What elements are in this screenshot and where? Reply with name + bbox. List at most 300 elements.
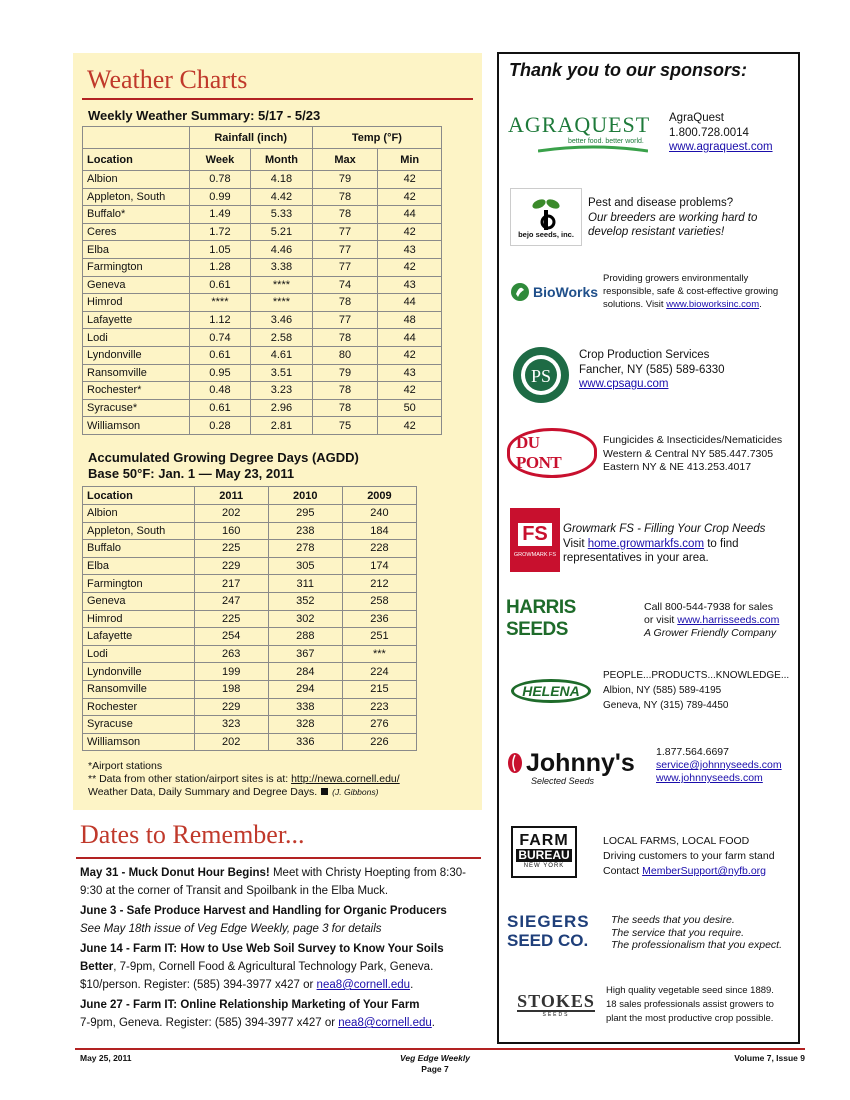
agdd-table-row	[83, 540, 417, 558]
value-cell: 3.38	[251, 258, 313, 276]
stokes-line1: High quality vegetable seed since 1889.	[606, 985, 774, 996]
data-source-note	[88, 773, 400, 786]
agdd-col-2009: 2009	[342, 487, 416, 505]
value-cell: 247	[194, 592, 268, 610]
sponsor-dupont	[499, 432, 798, 480]
value-cell: 236	[342, 610, 416, 628]
weekly-table-row	[83, 241, 442, 259]
location-cell: Himrod	[83, 610, 195, 628]
event-heading: June 14 - Farm IT: How to Use Web Soil Survey to Know Your Soils Better	[80, 943, 444, 973]
value-cell: 202	[194, 733, 268, 751]
blank-header	[83, 127, 190, 149]
agdd-table-row	[83, 663, 417, 681]
value-cell: 229	[194, 557, 268, 575]
agdd-table-row	[83, 716, 417, 734]
value-cell: 42	[378, 417, 442, 435]
agraquest-text	[669, 111, 773, 155]
farm-bureau-logo	[511, 826, 577, 878]
value-cell: 284	[268, 663, 342, 681]
event-tail: .	[410, 979, 414, 991]
cps-link[interactable]: www.cpsagu.com	[579, 378, 669, 390]
value-cell: 0.99	[189, 188, 251, 206]
value-cell: 77	[312, 311, 378, 329]
rainfall-group-header: Rainfall (inch)	[189, 127, 312, 149]
value-cell: 4.18	[251, 171, 313, 189]
value-cell: 80	[312, 346, 378, 364]
bejo-logo-text: bejo seeds, inc.	[518, 229, 574, 239]
temp-group-header: Temp (°F)	[312, 127, 441, 149]
sponsor-harris	[499, 599, 798, 645]
value-cell: 0.74	[189, 329, 251, 347]
helena-line2: Albion, NY (585) 589-4195	[603, 685, 722, 696]
weekly-table-row	[83, 258, 442, 276]
value-cell: ****	[251, 276, 313, 294]
location-cell: Ceres	[83, 223, 190, 241]
value-cell: 0.48	[189, 382, 251, 400]
value-cell: 1.05	[189, 241, 251, 259]
growmark-line2b: to find	[704, 537, 739, 550]
location-cell: Williamson	[83, 733, 195, 751]
location-cell: Lyndonville	[83, 346, 190, 364]
farm-bureau-email-link[interactable]: MemberSupport@nyfb.org	[642, 865, 766, 877]
agdd-title-line2: Base 50°F: Jan. 1 — May 23, 2011	[88, 466, 295, 481]
sponsor-stokes	[499, 982, 798, 1030]
siegers-text	[611, 914, 782, 952]
value-cell: 238	[268, 522, 342, 540]
value-cell: 295	[268, 505, 342, 523]
value-cell: 77	[312, 241, 378, 259]
value-cell: 217	[194, 575, 268, 593]
siegers-line1: The seeds that you desire.	[611, 914, 735, 926]
weekly-table-row	[83, 382, 442, 400]
weekly-table-row	[83, 399, 442, 417]
col-location: Location	[83, 149, 190, 171]
value-cell: 224	[342, 663, 416, 681]
siegers-line3: The professionalism that you expect.	[611, 939, 783, 951]
col-week: Week	[189, 149, 251, 171]
sponsor-bioworks	[499, 270, 798, 316]
location-cell: Farmington	[83, 575, 195, 593]
johnnys-text	[656, 746, 782, 785]
growmark-line2: Visit	[563, 537, 588, 550]
value-cell: 0.78	[189, 171, 251, 189]
dates-title: Dates to Remember...	[80, 820, 305, 849]
siegers-logo-line1: SIEGERS	[507, 912, 590, 931]
value-cell: 240	[342, 505, 416, 523]
value-cell: 2.81	[251, 417, 313, 435]
value-cell: 0.61	[189, 346, 251, 364]
location-cell: Williamson	[83, 417, 190, 435]
value-cell: 42	[378, 171, 442, 189]
siegers-logo-line2: SEED CO.	[507, 931, 589, 950]
value-cell: 4.42	[251, 188, 313, 206]
value-cell: 276	[342, 716, 416, 734]
weekly-table-row	[83, 311, 442, 329]
value-cell: 43	[378, 276, 442, 294]
footer-date: May 25, 2011	[80, 1053, 132, 1063]
bioworks-line3: solutions. Visit	[603, 299, 667, 310]
footer-page: Page 7	[421, 1064, 449, 1074]
helena-logo-text: HELENA	[511, 679, 591, 703]
location-cell: Himrod	[83, 294, 190, 312]
sponsor-siegers	[499, 906, 798, 958]
summary-note	[88, 786, 400, 799]
value-cell: 78	[312, 206, 378, 224]
value-cell: 4.61	[251, 346, 313, 364]
helena-text	[603, 668, 789, 713]
sponsors-box	[497, 52, 800, 1044]
harris-logo	[506, 597, 640, 640]
bejo-line2: Our breeders are working hard to	[588, 211, 758, 224]
newa-link[interactable]: http://newa.cornell.edu/	[291, 773, 400, 785]
value-cell: 323	[194, 716, 268, 734]
event-body: 7-9pm, Geneva. Register: (585) 394-3977 x427 or	[80, 1017, 339, 1029]
value-cell: 44	[378, 294, 442, 312]
value-cell: 0.61	[189, 399, 251, 417]
agdd-table-row	[83, 592, 417, 610]
location-cell: Buffalo*	[83, 206, 190, 224]
value-cell: 50	[378, 399, 442, 417]
location-cell: Geneva	[83, 276, 190, 294]
sponsor-farm-bureau	[499, 824, 798, 884]
value-cell: 228	[342, 540, 416, 558]
value-cell: 4.46	[251, 241, 313, 259]
value-cell: 202	[194, 505, 268, 523]
value-cell: 251	[342, 628, 416, 646]
agraquest-logo-text: AGRAQUEST	[508, 112, 651, 137]
value-cell: 42	[378, 188, 442, 206]
farm-bureau-logo-line2: BUREAU	[518, 848, 570, 862]
weekly-table-row	[83, 294, 442, 312]
location-cell: Ransomville	[83, 680, 195, 698]
value-cell: 42	[378, 346, 442, 364]
siegers-logo	[507, 908, 607, 954]
value-cell: 305	[268, 557, 342, 575]
johnnys-phone: 1.877.564.6697	[656, 746, 729, 758]
event-body: Meet with Christy Hoepting from 8:30-9:30 at the corner of Transit and Spoilbank in the Elba Muck.	[80, 867, 466, 897]
value-cell: 328	[268, 716, 342, 734]
value-cell: ****	[251, 294, 313, 312]
agdd-col-2011: 2011	[194, 487, 268, 505]
location-cell: Syracuse	[83, 716, 195, 734]
growmark-link[interactable]: home.growmarkfs.com	[587, 537, 705, 550]
weekly-table-row	[83, 346, 442, 364]
data-source-text: ** Data from other station/airport sites is at:	[88, 773, 289, 785]
value-cell: 78	[312, 399, 378, 417]
event-heading: June 27 - Farm IT: Online Relationship Marketing of Your Farm	[80, 999, 420, 1011]
value-cell: 77	[312, 258, 378, 276]
dupont-text	[603, 434, 782, 475]
weekly-table-row	[83, 188, 442, 206]
agdd-table-row	[83, 628, 417, 646]
bejo-text	[588, 196, 757, 240]
agraquest-tagline: better food. better world.	[568, 138, 644, 145]
harris-logo-text: HARRIS SEEDS	[506, 597, 576, 640]
bejo-logo	[510, 188, 582, 246]
footer-center	[380, 1053, 490, 1075]
value-cell: 278	[268, 540, 342, 558]
value-cell: 184	[342, 522, 416, 540]
cps-line2: Fancher, NY (585) 589-6330	[579, 363, 725, 376]
farm-bureau-line2: Driving customers to your farm stand	[603, 850, 775, 862]
location-cell: Lafayette	[83, 311, 190, 329]
value-cell: 223	[342, 698, 416, 716]
weekly-table-row	[83, 276, 442, 294]
agraquest-logo	[508, 112, 658, 154]
growmark-line1: Growmark FS - Filling Your Crop Needs	[563, 523, 766, 535]
johnnys-email-link[interactable]: service@johnnyseeds.com	[656, 759, 782, 771]
harris-line3: A Grower Friendly Company	[644, 627, 777, 639]
value-cell: 338	[268, 698, 342, 716]
value-cell: 5.33	[251, 206, 313, 224]
stokes-text	[606, 984, 774, 1026]
event-tail: .	[431, 1017, 435, 1029]
weekly-table-row	[83, 364, 442, 382]
bioworks-leaf-icon	[510, 282, 530, 302]
value-cell: 225	[194, 610, 268, 628]
value-cell: 79	[312, 171, 378, 189]
agdd-table-row	[83, 680, 417, 698]
value-cell: 229	[194, 698, 268, 716]
farm-bureau-line3: Contact	[603, 865, 643, 877]
dupont-logo	[507, 434, 597, 472]
footer-divider	[75, 1048, 805, 1050]
value-cell: 254	[194, 628, 268, 646]
agraquest-swoosh-icon	[538, 145, 648, 154]
value-cell: 3.23	[251, 382, 313, 400]
value-cell: 42	[378, 258, 442, 276]
agdd-title	[88, 450, 359, 482]
value-cell: 77	[312, 223, 378, 241]
location-cell: Rochester*	[83, 382, 190, 400]
helena-logo	[508, 676, 594, 706]
value-cell: 215	[342, 680, 416, 698]
value-cell: 48	[378, 311, 442, 329]
stokes-logo-sub: SEEDS	[542, 1012, 570, 1018]
weekly-summary-title: Weekly Weather Summary: 5/17 - 5/23	[88, 108, 321, 123]
harris-line1: Call 800-544-7938 for sales	[644, 601, 773, 613]
dupont-line3: Eastern NY & NE 413.253.4017	[603, 461, 752, 473]
growmark-text	[563, 522, 765, 566]
weekly-table-row	[83, 329, 442, 347]
dupont-line2: Western & Central NY 585.447.7305	[603, 447, 774, 460]
footer-volume: Volume 7, Issue 9	[734, 1053, 805, 1063]
value-cell: 79	[312, 364, 378, 382]
helena-line3: Geneva, NY (315) 789-4450	[603, 700, 729, 711]
stokes-logo	[511, 990, 601, 1020]
agdd-table-row	[83, 610, 417, 628]
title-divider	[82, 98, 473, 100]
weather-charts-title: Weather Charts	[87, 65, 248, 94]
weather-notes	[88, 760, 400, 799]
cps-text	[579, 348, 725, 392]
agraquest-phone: 1.800.728.0014	[669, 126, 749, 139]
sponsor-johnnys	[499, 746, 798, 794]
value-cell: 1.28	[189, 258, 251, 276]
farm-bureau-text	[603, 834, 775, 879]
value-cell: 258	[342, 592, 416, 610]
value-cell: ***	[342, 645, 416, 663]
col-month: Month	[251, 149, 313, 171]
events-list	[80, 864, 480, 1034]
value-cell: 302	[268, 610, 342, 628]
cps-emblem-icon	[511, 344, 571, 406]
cps-logo	[511, 344, 571, 406]
value-cell: 225	[194, 540, 268, 558]
value-cell: 78	[312, 188, 378, 206]
email-link[interactable]: nea8@cornell.edu	[316, 979, 411, 991]
johnnys-seed-icon	[507, 752, 523, 774]
sponsor-agraquest	[499, 109, 798, 169]
growmark-logo-sub: GROWMARK FS	[513, 551, 557, 558]
event-item	[80, 996, 480, 1032]
value-cell: 212	[342, 575, 416, 593]
value-cell: 42	[378, 382, 442, 400]
weekly-weather-table	[82, 126, 442, 435]
agdd-col-2010: 2010	[268, 487, 342, 505]
value-cell: 199	[194, 663, 268, 681]
weekly-table-row	[83, 417, 442, 435]
sponsor-helena	[499, 668, 798, 720]
stokes-line2: 18 sales professionals assist growers to	[606, 999, 774, 1010]
agdd-table-row	[83, 575, 417, 593]
author-credit: (J. Gibbons)	[332, 787, 379, 797]
dates-divider	[76, 857, 481, 859]
growmark-logo-text: FS	[518, 523, 552, 546]
location-cell: Lafayette	[83, 628, 195, 646]
harris-line2: or visit	[644, 614, 678, 626]
agdd-table-row	[83, 557, 417, 575]
value-cell: 75	[312, 417, 378, 435]
bioworks-link[interactable]: www.bioworksinc.com	[666, 299, 760, 310]
weekly-table-row	[83, 206, 442, 224]
agraquest-name: AgraQuest	[669, 112, 724, 124]
agdd-table-row	[83, 733, 417, 751]
harris-text	[644, 601, 779, 640]
svg-text:PS: PS	[530, 366, 552, 386]
agdd-title-line1: Accumulated Growing Degree Days (AGDD)	[88, 450, 359, 465]
bioworks-logo-text: BioWorks	[532, 284, 599, 300]
value-cell: 3.46	[251, 311, 313, 329]
airport-note: *Airport stations	[88, 760, 163, 772]
farm-bureau-logo-line1: FARM	[519, 832, 569, 849]
helena-line1: PEOPLE...PRODUCTS...KNOWLEDGE...	[603, 670, 790, 681]
event-body: See May 18th issue of Veg Edge Weekly, page 3 for details	[80, 923, 382, 935]
stokes-logo-text: STOKES	[517, 991, 595, 1011]
location-cell: Geneva	[83, 592, 195, 610]
bejo-line1: Pest and disease problems?	[588, 197, 734, 209]
growmark-line3: representatives in your area.	[563, 552, 709, 564]
value-cell: 43	[378, 241, 442, 259]
growmark-logo	[510, 508, 560, 572]
cps-name: Crop Production Services	[579, 349, 710, 361]
agdd-table-row	[83, 505, 417, 523]
sponsor-cps	[499, 344, 798, 410]
bioworks-text	[603, 272, 778, 311]
event-item	[80, 940, 480, 994]
col-max: Max	[312, 149, 378, 171]
value-cell: 367	[268, 645, 342, 663]
value-cell: 0.28	[189, 417, 251, 435]
weather-panel	[73, 53, 482, 810]
sponsor-growmark	[499, 508, 798, 576]
value-cell: 174	[342, 557, 416, 575]
event-heading: May 31 - Muck Donut Hour Begins!	[80, 867, 270, 879]
location-cell: Lyndonville	[83, 663, 195, 681]
sponsors-heading: Thank you to our sponsors:	[509, 60, 748, 80]
bioworks-line1: Providing growers environmentally	[603, 273, 749, 284]
event-body: , 7-9pm, Cornell Food & Agricultural Technology Park, Geneva. $10/person. Register: (585) 394-3977 x427 or	[80, 961, 434, 991]
dupont-line1: Fungicides & Insecticides/Nematicides	[603, 434, 783, 446]
value-cell: 336	[268, 733, 342, 751]
value-cell: 198	[194, 680, 268, 698]
value-cell: 44	[378, 206, 442, 224]
bejo-line3: develop resistant varieties!	[588, 226, 725, 238]
agdd-table-body	[83, 505, 417, 751]
location-cell: Elba	[83, 557, 195, 575]
location-cell: Albion	[83, 171, 190, 189]
value-cell: 1.49	[189, 206, 251, 224]
end-square-icon	[321, 788, 328, 795]
agdd-table-row	[83, 522, 417, 540]
agdd-table	[82, 486, 417, 751]
email-link[interactable]: nea8@cornell.edu	[338, 1017, 432, 1029]
value-cell: 2.58	[251, 329, 313, 347]
value-cell: 263	[194, 645, 268, 663]
johnnys-link[interactable]: www.johnnyseeds.com	[656, 772, 763, 784]
value-cell: 0.95	[189, 364, 251, 382]
value-cell: 42	[378, 223, 442, 241]
agdd-col-location: Location	[83, 487, 195, 505]
value-cell: 74	[312, 276, 378, 294]
location-cell: Lodi	[83, 329, 190, 347]
value-cell: 3.51	[251, 364, 313, 382]
johnnys-logo-text: Johnny's	[526, 749, 635, 777]
value-cell: 2.96	[251, 399, 313, 417]
weekly-table-body	[83, 171, 442, 435]
bejo-sprout-icon	[531, 196, 561, 230]
value-cell: 288	[268, 628, 342, 646]
location-cell: Albion	[83, 505, 195, 523]
weekly-table-row	[83, 171, 442, 189]
value-cell: 160	[194, 522, 268, 540]
stokes-line3: plant the most productive crop possible.	[606, 1013, 774, 1024]
dupont-logo-text: DU PONT	[507, 428, 597, 478]
agdd-table-row	[83, 645, 417, 663]
summary-text: Weather Data, Daily Summary and Degree Days.	[88, 786, 318, 798]
location-cell: Appleton, South	[83, 188, 190, 206]
value-cell: 78	[312, 329, 378, 347]
value-cell: ****	[189, 294, 251, 312]
location-cell: Elba	[83, 241, 190, 259]
col-min: Min	[378, 149, 442, 171]
location-cell: Rochester	[83, 698, 195, 716]
value-cell: 44	[378, 329, 442, 347]
bioworks-line2: responsible, safe & cost-effective growing	[603, 286, 779, 297]
harris-link[interactable]: www.harrisseeds.com	[677, 614, 780, 626]
agraquest-link[interactable]: www.agraquest.com	[669, 141, 773, 153]
value-cell: 311	[268, 575, 342, 593]
value-cell: 78	[312, 294, 378, 312]
johnnys-logo	[507, 748, 647, 788]
location-cell: Appleton, South	[83, 522, 195, 540]
footer-publication: Veg Edge Weekly	[400, 1053, 470, 1063]
value-cell: 294	[268, 680, 342, 698]
value-cell: 78	[312, 382, 378, 400]
agdd-table-row	[83, 698, 417, 716]
value-cell: 0.61	[189, 276, 251, 294]
farm-bureau-logo-line3: NEW YORK	[523, 863, 565, 869]
